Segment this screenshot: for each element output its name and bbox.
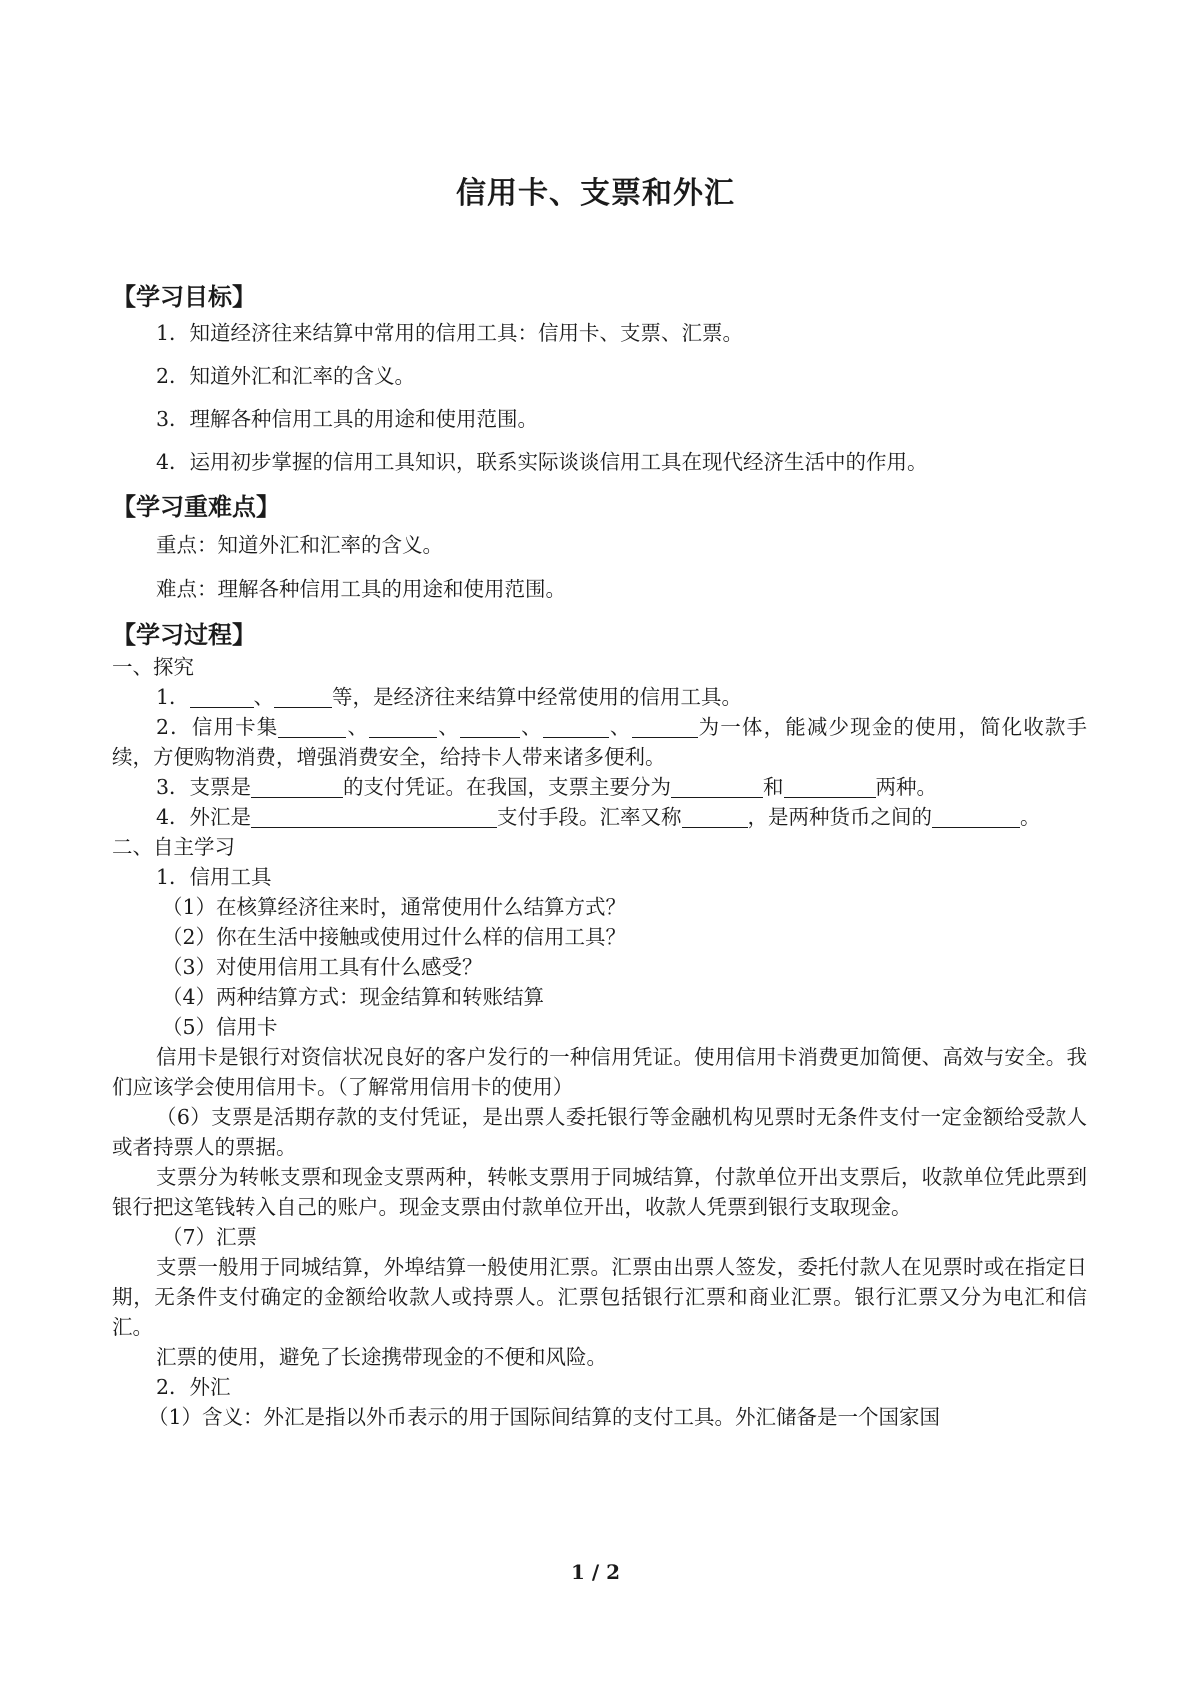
fill-blank[interactable] <box>278 715 346 738</box>
self-study-q2: （2）你在生活中接触或使用过什么样的信用工具？ <box>162 925 627 949</box>
fill-blank[interactable] <box>190 685 254 708</box>
draft-paragraph-1: 支票一般用于同城结算，外埠结算一般使用汇票。汇票由出票人签发，委托付款人在见票时或在指定日期，无条件支付确定的金额给收款人或持票人。汇票包括银行汇票和商业汇票。银行汇票又分为电汇和信汇。 <box>112 1255 1087 1339</box>
check-definition-paragraph: （6）支票是活期存款的支付凭证，是出票人委托银行等金融机构见票时无条件支付一定金额给受款人或者持票人的票据。 <box>112 1105 1087 1159</box>
fill-blank[interactable] <box>251 775 343 798</box>
draft-paragraph-2: 汇票的使用，避免了长途携带现金的不便和风险。 <box>156 1345 607 1369</box>
self-study-q4: （4）两种结算方式：现金结算和转账结算 <box>162 985 545 1009</box>
self-study-q3: （3）对使用信用工具有什么感受？ <box>162 955 483 979</box>
process-heading: 【学习过程】 <box>112 621 256 649</box>
objective-item-2: 2．知道外汇和汇率的含义。 <box>156 364 416 388</box>
document-body <box>112 280 1087 1432</box>
objective-item-3: 3．理解各种信用工具的用途和使用范围。 <box>156 407 539 431</box>
fill-blank[interactable] <box>369 715 437 738</box>
self-study-section-2: 2．外汇 <box>156 1375 231 1399</box>
objective-item-1: 1．知道经济往来结算中常用的信用工具：信用卡、支票、汇票。 <box>156 321 744 345</box>
explore-question-2: 2．信用卡集 、 、 、 、 为一体，能减少现金的使用，简化收款手续，方便购物消费，增强消费安全，给持卡人带来诸多便利。 <box>112 715 1088 769</box>
fill-blank[interactable] <box>671 775 763 798</box>
fill-blank[interactable] <box>932 805 1020 828</box>
explore-question-1: 1． 、 等，是经济往来结算中经常使用的信用工具。 <box>156 685 743 709</box>
self-study-section-1: 1．信用工具 <box>156 865 272 889</box>
objective-item-4: 4．运用初步掌握的信用工具知识，联系实际谈谈信用工具在现代经济生活中的作用。 <box>156 450 928 474</box>
fill-blank[interactable] <box>784 775 876 798</box>
fill-blank[interactable] <box>543 715 609 738</box>
fill-blank[interactable] <box>632 715 698 738</box>
explore-question-3: 3．支票是 的支付凭证。在我国，支票主要分为 和 两种。 <box>156 775 938 799</box>
self-study-q5: （5）信用卡 <box>162 1015 278 1039</box>
explore-question-4: 4．外汇是 支付手段。汇率又称 ，是两种货币之间的 。 <box>156 805 1041 829</box>
keypoint-difficult: 难点：理解各种信用工具的用途和使用范围。 <box>156 577 566 601</box>
self-study-title: 二、自主学习 <box>112 835 235 859</box>
check-types-paragraph: 支票分为转帐支票和现金支票两种，转帐支票用于同城结算，付款单位开出支票后，收款单位凭此票到银行把这笔钱转入自己的账户。现金支票由付款单位开出，收款人凭票到银行支取现金。 <box>112 1165 1087 1219</box>
keypoint-key: 重点：知道外汇和汇率的含义。 <box>156 533 443 557</box>
self-study-q7: （7）汇票 <box>162 1225 258 1249</box>
page-title: 信用卡、支票和外汇 <box>456 176 735 211</box>
fill-blank[interactable] <box>682 805 748 828</box>
page-number: 1 / 2 <box>570 1560 621 1584</box>
credit-card-paragraph: 信用卡是银行对资信状况良好的客户发行的一种信用凭证。使用信用卡消费更加简便、高效与安全。我们应该学会使用信用卡。（了解常用信用卡的使用） <box>112 1045 1087 1099</box>
fill-blank[interactable] <box>251 805 497 828</box>
explore-title: 一、探究 <box>112 655 194 679</box>
self-study-q1: （1）在核算经济往来时，通常使用什么结算方式？ <box>162 895 627 919</box>
objectives-heading: 【学习目标】 <box>112 283 256 311</box>
forex-definition: （1）含义：外汇是指以外币表示的用于国际间结算的支付工具。外汇储备是一个国家国 <box>148 1405 941 1429</box>
keypoints-heading: 【学习重难点】 <box>112 493 280 521</box>
fill-blank[interactable] <box>274 685 332 708</box>
fill-blank[interactable] <box>460 715 520 738</box>
